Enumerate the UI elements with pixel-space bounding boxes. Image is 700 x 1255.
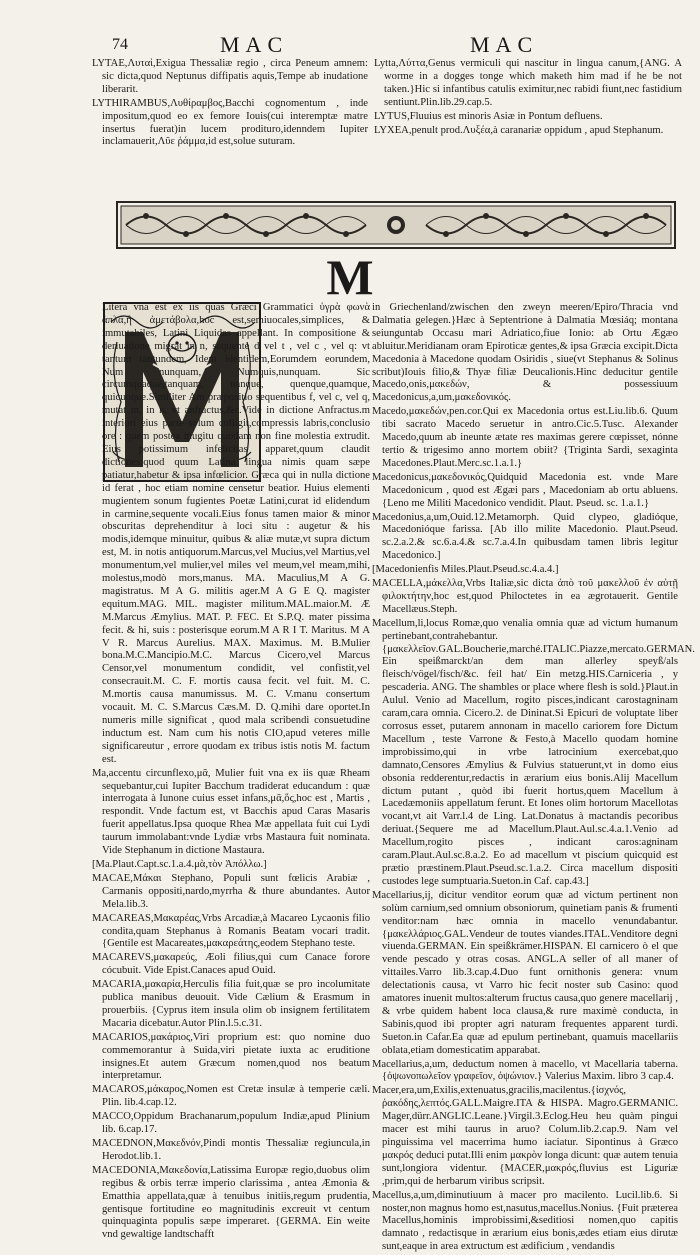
entry: [Macedonienfis Miles.Plaut.Pseud.sc.4.a.4.] (372, 564, 559, 576)
page-number: 74 (112, 36, 128, 53)
entry-continued: in Griechenland/zwischen den zweyn meeren/Epiro/Thracia vnd Dalmatia gelegen.}Hæc à Septentrione à Dalmatia Mœsiáq; montana seiunguntab Occasu mari Adriatico,fiue Ionio: ab Ortu Ægæo abluitur.Meridianam oram Epiroticæ gentes,& ipsa Græcia excipit.Dicta Macedonia à Macedone quodam Osiridis , siue(vt Stephanus & Solinus scribut)Iouis filio,& Thyæ filiæ Deucalionis.Hinc deducitur gentile Macedo,onis,μακεδών, & possessiuum Macedonicus,a,um,μακεδονικός. (372, 302, 678, 404)
entry: LYTAE,Λυταὶ,Exigua Thessaliæ regio , circa Peneum amnem: sic dicta,quod Neptunus diffipatis aquis,Tempe ab inudatione liberarit. (92, 58, 368, 95)
entry: Macellarius,ij, dicitur venditor eorum quæ ad victum pertinent non solùm carnium,sed omnium obsoniorum, quinetiam panis & frumenti venditor:nam hæc omnia in macello venundabantur. {μακελλάριος.GAL.Vendeur de toutes viandes.ITAL.Venditore degni viuenda.GERMAN. Ein speißkrämer.HISPAN. El carnicero ò el que vende pescado y otras cosas. ANGL.A seller of all maner of vittailes.Varro lib.3.cap.4.Duo funt ornithonis genera: vnum delectationis causa, vt Varro hic fecit noster sub Casino: quod amatores inuenit multos:alterum fructus causa,quo genere macellarij , & vrbe quidem habent loca clausa,& rure maximè conducta, in Sabinis,quod ibi propter agri naturam frequentes apparent turdi. Sueton.in Cafar.Ea quæ ad epulum pertinebant, quamuis macellariis oblata,etiam domesticatim apparabat. (372, 889, 678, 1056)
entry: Macellarius,a,um, deductum nomen à macello, vt Macellaria taberna. {ὀψωνοπωλεῖον γραφεῖον, ὀψώνιον.} Valerius Maxim. libro 3 cap.4. (372, 1058, 678, 1083)
entry: MACARIOS,μακάριος,Viri proprium est: quo nomine duo commemorantur à Suida,viri pietate iuxta ac eruditione insignes.Et autem Græcum nomen,quod nos beatum interpretamur. (92, 1031, 370, 1082)
entry: MACAREAS,Μακαρέας,Vrbs Arcadiæ,à Macareo Lycaonis filio condita,quam Stephanus à Romanis Beatam vocari tradit. {Gentile est Macareates,μακαρεάτης,eodem Stephano teste. (92, 912, 370, 950)
entry: Macellus,a,um,diminutiuum à macer pro macilento. Lucil.lib.6. Si noster,non magnus homo est,nasutus,macellus.Nonius. {Fuit præterea Macellus,hominis improbissimi,&seditiosi nomen,quo capitis damnato , redactisque in ærarium eius bonis,ædes etiam eius dirutæ sunt,eaque in area extructum est ædificium , vendandis (372, 1189, 678, 1253)
entry: Macellum,li,locus Romæ,quo venalia omnia quæ ad victum humanum pertinebant,contrahebantur.{μακελλεῖον.GAL.Boucherie,marché.ITALIC.Piazze,mercato.GERMAN. Ein speißmarckt/an dem man allerley speyß/als fleisch/vögel/fisch/&c. feil hat/ Ein metzg.HIS.Carniceria , y pescaderia. ANG. The shambles or place where flesh is sold.}Plaut.in Aulul. Venio ad Macellum, rogito pisces,indicant carostagninam caram,cara omnia. Cicero.2. de Dininat.Si Epicuri de voluptate liber corrosus esset, putarem annonam in macello cariorem fore Dictum Macellum , teste Varrone & Festo,à Macello quodam homine improbissimo,qui in vrbe latrocinium exercebat,quo damnato,Censores Æmylius & Fulvius statuerunt,vt in domo eius obsonia redderentur,redactis in ærarium eius bonis.Alij Macellum dictum putant , quòd ibi fuerit hortus,quem Macellum à Lacedæmoniis appellatum ferunt. Et Iones olim hortorum Macellotas vocant,vt ait Varr.l.4 de Ling. Lat.Donatus à mactandis pecoribus deriuat.{Sequere me ad Macellum.Plaut.Aul.sc.4.a.1.Venio ad Macellum,rogito pisces , indicant caros:agninam caram.Plaut.Aul.sc.8.a.2. Eo ad macellum vt piscium quicquid est prætio præstinem.Plaut.Pseud.sc.1.a.2. Circa macellum dispositi custodes lege sumptuaria.Sueton.in Caf. cap.43.] (372, 617, 695, 887)
entry: Macedonius,a,um,Ouid.12.Metamorph. Quid clypeo, gladióque, Macedonióque farissa. [Ab illo milite Macedonio. Plaut.Pseud. sc.2.a.2.& sc.6.a.4.& sc.7.a.4.In quibusdam tamen libris legitur Macedonico.] (372, 511, 678, 562)
entry: Macedo,μακεδών,pen.cor.Qui ex Macedonia ortus est.Liu.lib.6. Quum tibi sacrato Macedo seruetur in antro.Cic.5.Tusc. Alexander Macedo,quum ab ineunte ætate res maximas gerere cœpisset, nónne tertio & trigesimo anno mortem obiit? {Triginta Sardi, sexaginta Macedones.Plaut.Merc.sc.1.a.1.} (372, 406, 678, 469)
entry: MACELLA,μάκελλα,Vrbs Italiæ,sic dicta ἀπὸ τοῦ μακελλοῦ ἐν αὐτῇ φιλοκτήτην,hoc est,quod Philoctetes in ea ægrotauerit. Gentile Macellæus.Steph. (372, 578, 678, 615)
right-column (372, 302, 695, 1255)
entry: MACAE,Μάκαι Stephano, Populi sunt fœlicis Arabiæ , Carmanis oppositi,nardo,myrrha & thure abundantes. Autor Mela.lib.3. (92, 872, 370, 910)
entry: MACARIA,μακαρία,Herculis filia fuit,quæ se pro incolumitate publica manibus deuouit. Vide Cælium & Erasmum in prouerbiis. {Cyprus item insula olim ob insignem fertilitatem Macaria dicebatur.Autor Plin.l.5.c.31. (92, 979, 370, 1029)
entry: Macedonicus,μακεδονικός,Quidquid Macedonia est. vnde Mare Macedonicum , quod est Ægæi pars , Macedoniam ab ortu abluens.{Leno me Militi Macedonico vendidit. Plaut. Pseud. sc. 1.a.1.} (372, 471, 678, 509)
entry: [Ma.Plaut.Capt.sc.1.a.4.μὰ,τὸν Ἀπόλλω.] (92, 858, 267, 870)
entry: LYXEA,penult prod.Λυξέα,à caranariæ oppidum , apud Stephanum. (374, 124, 664, 136)
left-column (92, 302, 370, 1243)
header-right-title: MAC (470, 32, 539, 57)
entry: MACEDONIA,Μακεδονία,Latissima Europæ regio,duobus olim regibus & orbis terræ imperio clarissima , antea Æmonia & Ematthia appellata,quæ à tenuibus initiis,regum prudentia, gentisque fortitudine eo magnitudinis excreuit vt centum quinquaginta populis sæpe imperaret. {GERMA. Ein weite vnd gewaltige landtschafft (92, 1164, 370, 1241)
entry: MACEDNON,Μακεδνόν,Pindi montis Thessaliæ regiuncula,in Herodot.lib.1. (92, 1138, 370, 1162)
entry: MACAROS,μάκαρος,Nomen est Cretæ insulæ à temperie cæli. Plin. lib.4.cap.12. (92, 1084, 370, 1109)
entry: LYTUS,Fluuius est minoris Asiæ in Pontum defluens. (374, 110, 603, 122)
entry: Lytta,Λύττα,Genus vermiculi qui nascitur in lingua canum,{ANG. A worme in a dogges tonge which maketh him mad if he be not taken.}Hic si infantibus catulis eximitur,nec rabidi fiunt,nec fastidium sentiunt.Plin.lib.29.cap.5. (374, 58, 682, 108)
ornamental-band (116, 200, 676, 250)
top-left-column (92, 58, 368, 150)
entry: Macer,era,um,Exilis,extenuatus,gracilis,macilentus.{ἰσχνός, ῥακόδης,λεπτός.GALL.Maigre.ITA & HISPA. Magro.GERMANIC. Mager,dürr.ANGLIC.Leane.}Virgil.3.Eclog.Heu heu quàm pingui macer est mihi taurus in aruo? Colum.lib.2.cap.9. Nam vel pinguissima vel macerrima humo iaciatur. Sipontinus à Græco μακρός deduci putat.Illi enim μακρὸν longa dicunt: quæ autem tenuia sunt,longiora videntur. {MACER,μακρός,fluvius est Liguriæ ,prim,qui de herbarum viribus scripsit. (372, 1085, 678, 1187)
entry-litera: Litera vna est ex iis quas Græci Grammatici ὑγρὰ φωνὰ ἀπλᾶ,ἢ ἀμετάβολα,hoc est,semiuocales,simplices, & immutabiles, Latini Liquidas appellant. In compositione & deriuatione migrat in n, sequente d vel t , vel c , vel q: vt tantum tantundem, Idem identidem,Eorumdem eorundem, Num nunquam, Numquis,nunquam. Sic circumquaque,tanquam, nanque, quenque,quamque, quicunque.Similiter Am præpositio sequentibus f, vel c, vel q, mutat m, in n, vt anfractus,&c.Vide in dictione Anfractus.m interiori eius parte solum colligit,compressis labris,conclusio ore : quem postea mugitu quodam non fine molestia extrudit. Eius potissimum infelicitas apparet,quum claudit dictiones:quod quum Latina lingua nimis quam sæpe patiatur,habetur & ipsa infœlicior. Græca qui in nulla dictione id ferat , hoc etiam nomine censetur beatior. Huius elementi mugientem sonum fugientes Poetæ Latini,curat id elidendum in carmine,sequente vocali.Eius fonus tamen maior & minor obscuritas deprehenditur à loci situ : augetur & his modis,idemque minuitur, quibus & aliæ mutæ,vt supra dictum est, M. in notis antiquorum.Marcus,vel Mucius,vel Martius,vel monumentum,vel mulier,vel miles vel meum,vel meam,mihi, molestus,modò mors,manus. MA. Maculius,M A G. magistratus. M A G. militis ager.M A G E Q. magister equitum.MAG. MIL. magister militum.MAL.maior.M. Æ M.Marcus Æmylius. MAT. P. FEC. Et S.P.Q. mater pissima fecit. & hi, suis : posterisque eorum.M A R I T. Maritus. M A V R. Marcus Aurelius. MAX. Maximus. M. B.Mulier bona.M.C.Mancipio.M.C. Marcus Cicero,vel Marcus Censor,vel monumentum condidit, vel confistit,vel consecrauit.M. C. F. mortis causa fecit. vel fuit. M. C. M.mortis causa manumissus. M. C. V.manu consertum vocauit. M. C. S.Marcus Cæs.M. D. Q.mihi dare oportet.In numeris mille significat , quod mala scribendi consuetudine inductum est. Nam cum his notis CIO,apud veteres mille significareutur , errore quodam ex tribus istis notis M. factum est. (102, 302, 370, 765)
section-letter: M (326, 249, 374, 305)
entry: Ma,accentu circunflexo,μᾶ, Mulier fuit vna ex iis quæ Rheam sequebantur,cui Iupiter Bacchum tradiderat educandum : quæ interrogata à Iunone cuius esset infans,μᾶ,ὅς,hoc est , Martis , respondit. Vnde factum est, vt Bacchis apud Caras Masaris fuerit appellatus.Ipsa quoque Rhea Mæ appellata fuit cui Lydi taurum immolabant:vnde Lydiæ vrbs Mastaura fuit nominata. Vide Stephanum in dictione Mastaura. (92, 767, 370, 857)
entry: MACAREVS,μακαρεύς, Æoli filius,qui cum Canace forore cócubuit. Vide Epist.Canaces apud Ouid. (92, 952, 370, 977)
running-header (0, 30, 700, 58)
top-right-column (374, 58, 682, 138)
entry: LYTHIRAMBUS,Λυθίραμβος,Bacchi cognomentum , inde impositum,quod eo ex femore Iouis(cui interemptæ matre insertus fuerat)in lucem prodituro,idenndem Iupiter inclamauerit,Λῦε ῥάμμα,id est,solue suturam. (92, 97, 368, 148)
header-left-title: MAC (220, 32, 289, 57)
entry: MACCO,Oppidum Brachanarum,populum Indiæ,apud Plinium lib. 6.cap.17. (92, 1111, 370, 1136)
